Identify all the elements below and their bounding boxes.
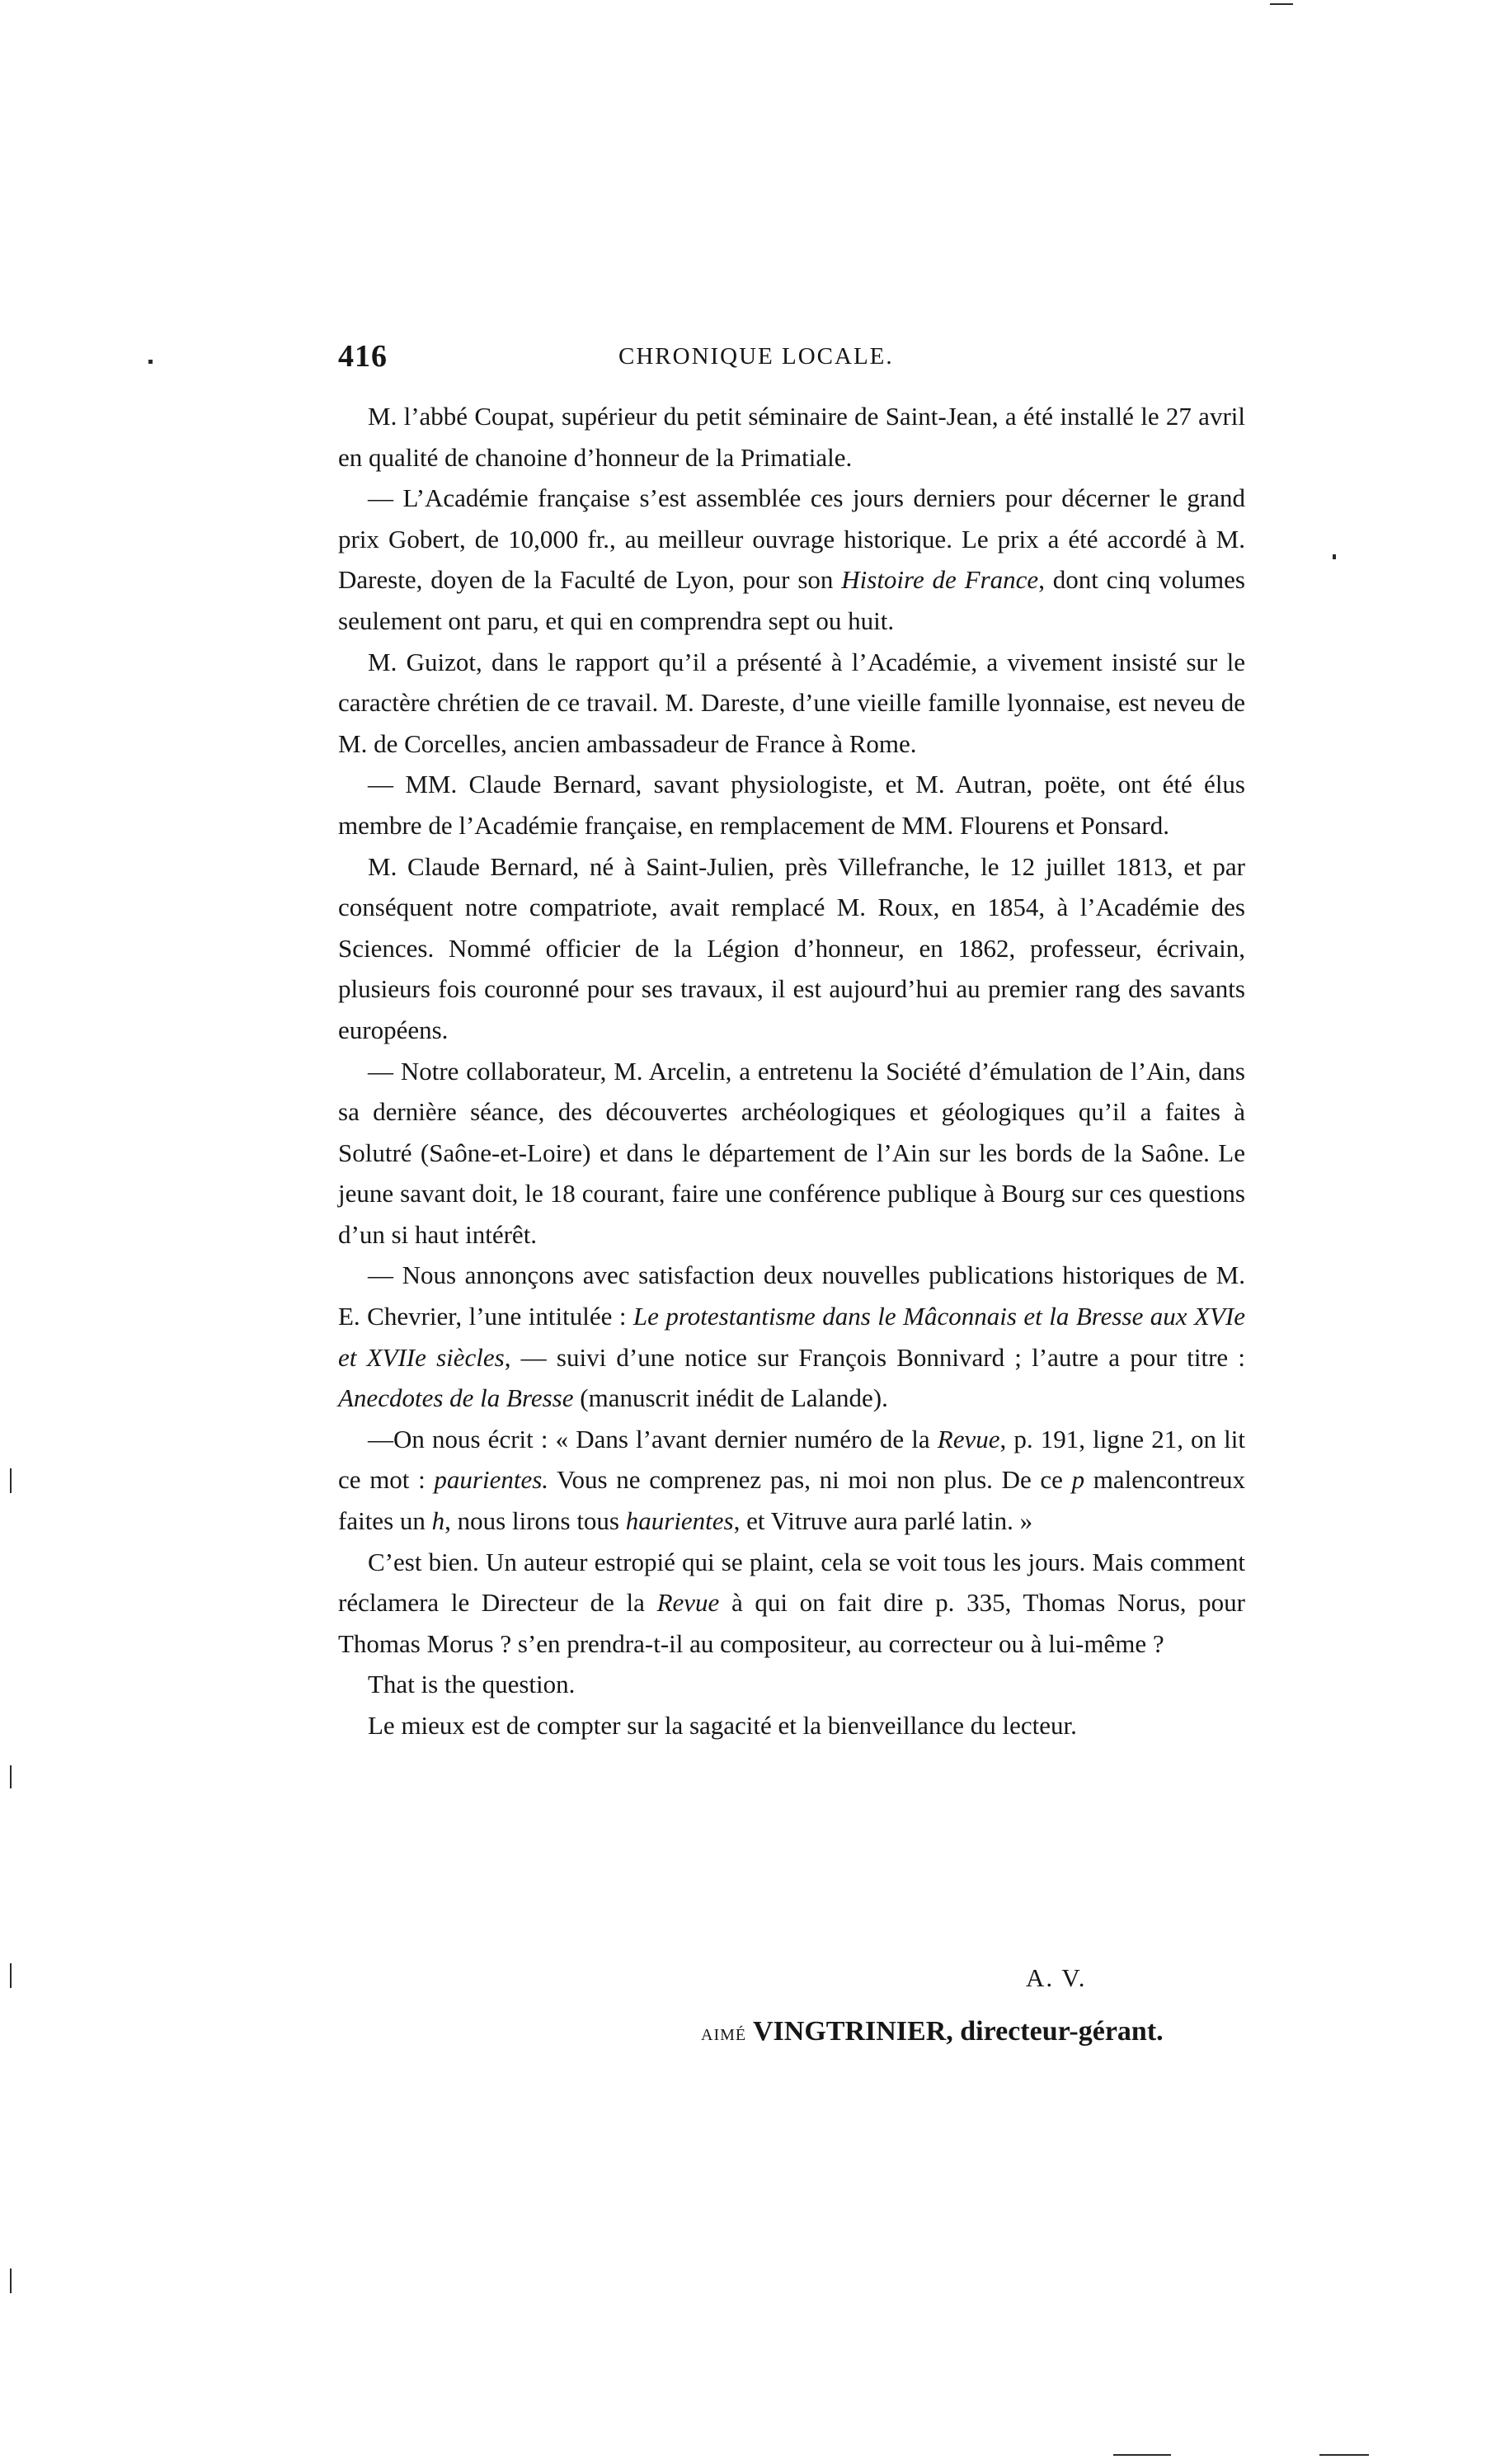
signature-title: directeur-gérant.: [952, 2016, 1164, 2047]
paragraph-guizot: M. Guizot, dans le rapport qu’il a présenté à l’Académie, a vivement insisté sur le caractère chrétien de ce travail. M. Dareste, d’une vieille famille lyonnaise, est neveu de M. de Corcelles, ancien ambassadeur de France à Rome.: [338, 647, 1245, 758]
paragraph-claude-bernard: M. Claude Bernard, né à Saint-Julien, près Villefranche, le 12 juillet 1813, et par conséquent notre compatriote, avait remplacé M. Roux, en 1854, à l’Académie des Sciences. Nommé officier de la Légion d’honneur, en 1862, professeur, écrivain, plusieurs fois couronné pour ses travaux, il est aujourd’hui au premier rang des savants européens.: [338, 851, 1245, 1044]
scan-margin-mark: [1319, 2454, 1369, 2456]
paragraph-academie-election: — MM. Claude Bernard, savant physiologiste, et M. Autran, poëte, ont été élus membre de l’Académie française, en remplacement de MM. Flourens et Ponsard.: [338, 770, 1245, 840]
scan-margin-mark: [1270, 3, 1293, 5]
scan-margin-mark: [1113, 2454, 1171, 2456]
page-number: 416: [338, 339, 388, 374]
paragraph-reponse: C’est bien. Un auteur estropié qui se plaint, cela se voit tous les jours. Mais comment réclamera le Directeur de la Revue à qui on fait dire p. 335, Thomas Norus, pour Thomas Morus ? s’en prendra-t-il au compositeur, au correcteur ou à lui-même ?: [338, 1547, 1245, 1658]
scan-margin-mark: [148, 360, 153, 364]
paragraph-lettre: —On nous écrit : « Dans l’avant dernier numéro de la Revue, p. 191, ligne 21, on lit ce mot : paurientes. Vous ne comprenez pas, ni moi non plus. De ce p malencontreux faites un h, nous lirons tous haurientes, et Vitruve aura parlé latin. »: [338, 1424, 1246, 1536]
paragraph-coupat: M. l’abbé Coupat, supérieur du petit séminaire de Saint-Jean, a été installé le 27 avril en qualité de chanoine d’honneur de la Primatiale.: [338, 402, 1245, 472]
running-head: [338, 338, 1295, 379]
scan-margin-mark: [10, 1468, 12, 1493]
paragraph-chevrier: — Nous annonçons avec satisfaction deux nouvelles publications historiques de M. E. Chevrier, l’une intitulée : Le protestantisme dans le Mâconnais et la Bresse aux XVIe et XVIIe siècles, — suivi d’une notice sur François Bonnivard ; l’autre a pour titre : Anecdotes de la Bresse (manuscrit inédit de Lalande).: [338, 1260, 1245, 1413]
body-text: [338, 396, 1245, 1746]
scan-margin-mark: [10, 1765, 12, 1788]
signature-name: VINGTRINIER,: [753, 2016, 953, 2047]
signature-firstname: AIMÉ: [701, 2026, 747, 2044]
scan-margin-mark: [10, 2268, 12, 2293]
paragraph-prix-gobert: — L’Académie française s’est assemblée ces jours derniers pour décerner le grand prix Gobert, de 10,000 fr., au meilleur ouvrage historique. Le prix a été accordé à M. Dareste, doyen de la Faculté de Lyon, pour son Histoire de France, dont cinq volumes seulement ont paru, et qui en comprendra sept ou huit.: [338, 483, 1245, 635]
paragraph-arcelin: — Notre collaborateur, M. Arcelin, a entretenu la Société d’émulation de l’Ain, dans sa dernière séance, des découvertes archéologiques et géologiques qu’il a faites à Solutré (Saône-et-Loire) et dans le département de l’Ain sur les bords de la Saône. Le jeune savant doit, le 18 courant, faire une conférence publique à Bourg sur ces questions d’un si haut intérêt.: [338, 1056, 1245, 1249]
scan-margin-mark: [10, 1963, 12, 1988]
paragraph-question: That is the question.: [368, 1670, 576, 1699]
scan-margin-mark: [1333, 554, 1336, 559]
signature-initials: A. V.: [1026, 1963, 1087, 1992]
signature-block: [701, 2016, 1164, 2047]
paragraph-conclusion: Le mieux est de compter sur la sagacité et la bienveillance du lecteur.: [368, 1711, 1077, 1740]
running-title: CHRONIQUE LOCALE.: [618, 343, 894, 370]
